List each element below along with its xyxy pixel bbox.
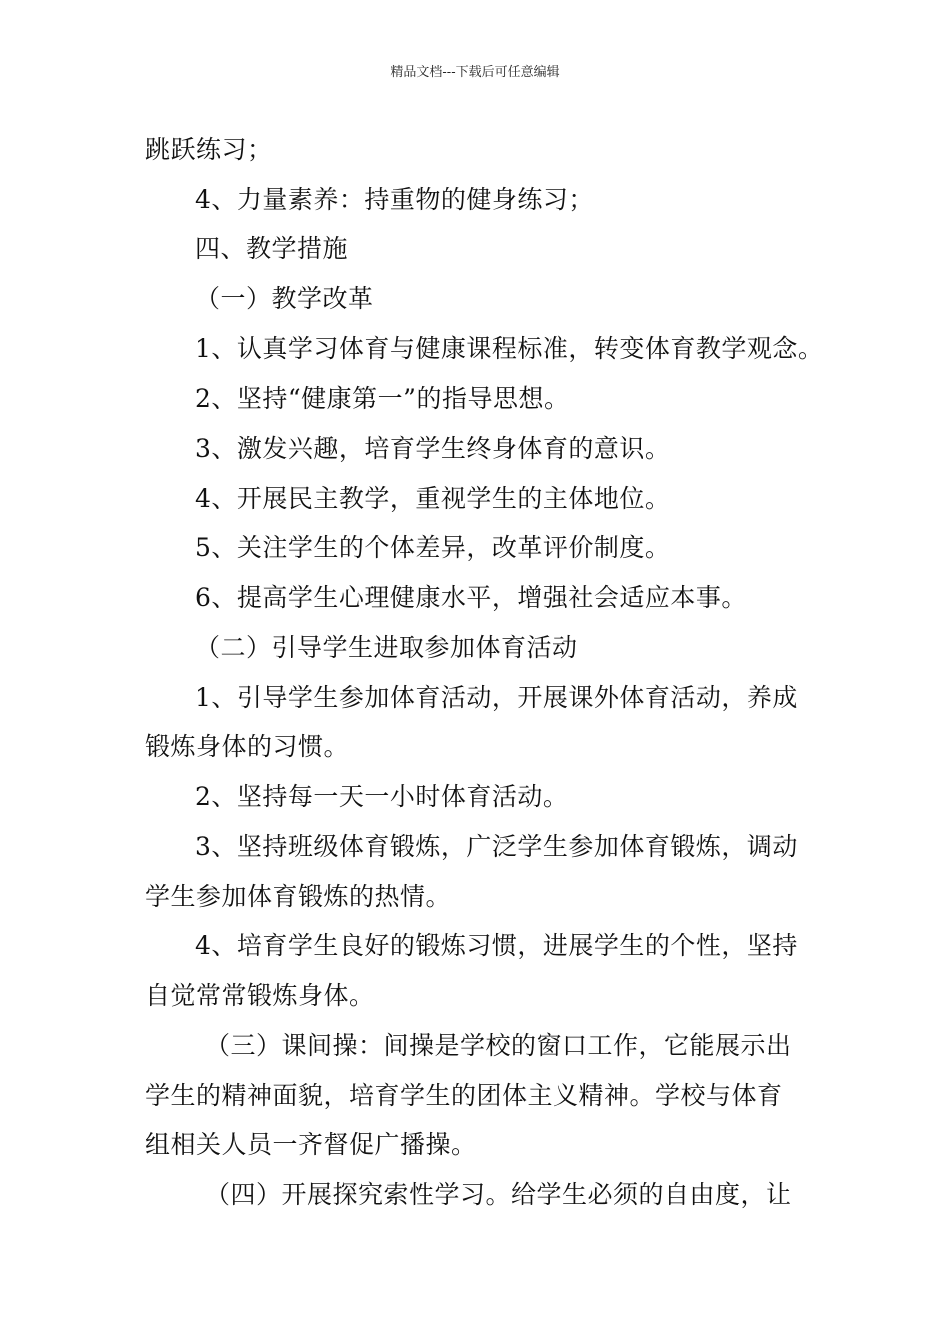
text-line: 4、力量素养：持重物的健身练习； — [195, 185, 594, 214]
text-line: 4、开展民主教学，重视学生的主体地位。 — [195, 484, 671, 513]
text-line: 3、坚持班级体育锻炼，广泛学生参加体育锻炼，调动 — [195, 832, 798, 861]
text-line: 2、坚持“健康第一”的指导思想。 — [195, 384, 570, 413]
text-line: 4、培育学生良好的锻炼习惯，进展学生的个性，坚持 — [195, 931, 798, 960]
text-line: （三）课间操：间操是学校的窗口工作，它能展示出 — [205, 1031, 792, 1060]
text-line: 2、坚持每一天一小时体育活动。 — [195, 782, 569, 811]
text-line: 学生参加体育锻炼的热情。 — [145, 882, 452, 911]
text-line: 学生的精神面貌，培育学生的团体主义精神。学校与体育 — [145, 1081, 783, 1110]
text-line: 锻炼身体的习惯。 — [145, 732, 350, 761]
text-line: 1、引导学生参加体育活动，开展课外体育活动，养成 — [195, 683, 798, 712]
page-header: 精品文档---下载后可任意编辑 — [390, 65, 560, 80]
subsection-heading: （二）引导学生进取参加体育活动 — [195, 633, 578, 662]
text-line: 自觉常常锻炼身体。 — [145, 981, 375, 1010]
text-line: 3、激发兴趣，培育学生终身体育的意识。 — [195, 434, 671, 463]
text-line: （四）开展探究索性学习。给学生必须的自由度，让 — [205, 1180, 792, 1209]
text-line: 跳跃练习； — [145, 135, 273, 164]
text-line: 1、认真学习体育与健康课程标准，转变体育教学观念。 — [195, 334, 824, 363]
text-line: 6、提高学生心理健康水平，增强社会适应本事。 — [195, 583, 747, 612]
section-heading: 四、教学措施 — [195, 234, 349, 263]
text-line: 5、关注学生的个体差异，改革评价制度。 — [195, 533, 671, 562]
text-line: 组相关人员一齐督促广播操。 — [145, 1130, 477, 1159]
subsection-heading: （一）教学改革 — [195, 284, 374, 313]
